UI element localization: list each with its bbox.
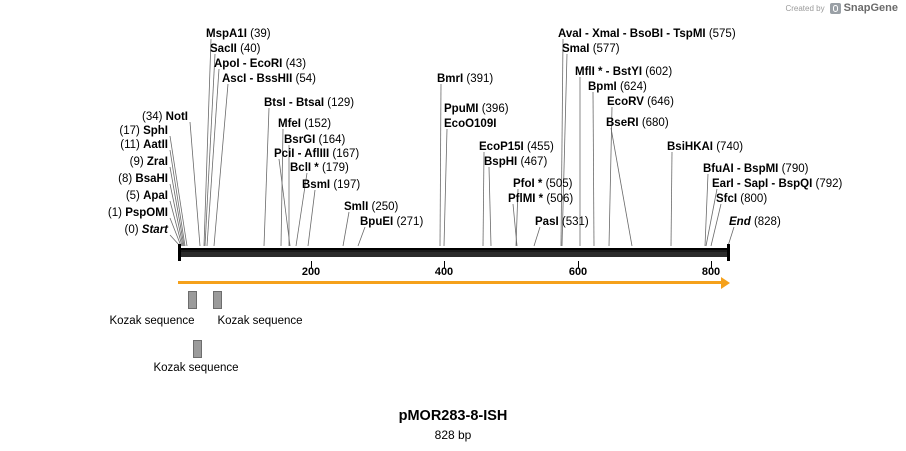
enzyme-position: (250) bbox=[371, 201, 399, 213]
enzyme-label-pfoi[interactable] bbox=[513, 178, 572, 191]
enzyme-position: (8) bbox=[118, 173, 133, 185]
enzyme-label-bsphi[interactable] bbox=[484, 156, 547, 169]
enzyme-name: SfcI bbox=[716, 193, 738, 205]
enzyme-label-aatii[interactable] bbox=[120, 139, 168, 152]
enzyme-position: (455) bbox=[526, 141, 554, 153]
orf-arrow-head bbox=[721, 277, 730, 289]
enzyme-label-bsrgi[interactable] bbox=[284, 134, 345, 147]
enzyme-label-start[interactable] bbox=[125, 224, 168, 237]
enzyme-name: Start bbox=[141, 224, 168, 236]
enzyme-label-asci-bsshii[interactable] bbox=[222, 73, 316, 86]
enzyme-label-smai[interactable] bbox=[562, 43, 620, 56]
feature-kozak-label: Kozak sequence bbox=[109, 315, 195, 327]
enzyme-label-pspomi[interactable] bbox=[108, 207, 168, 220]
enzyme-name: PflMI * bbox=[508, 193, 544, 205]
enzyme-position: (505) bbox=[545, 178, 573, 190]
enzyme-name: SmlI bbox=[344, 201, 369, 213]
enzyme-label-end[interactable] bbox=[729, 216, 781, 229]
ruler-tick-label: 600 bbox=[568, 266, 588, 278]
enzyme-position: (575) bbox=[708, 28, 736, 40]
enzyme-name: PfoI * bbox=[513, 178, 543, 190]
enzyme-label-btsi-btsai[interactable] bbox=[264, 97, 354, 110]
enzyme-name: BmrI bbox=[437, 73, 464, 85]
ruler-tick-label: 400 bbox=[434, 266, 454, 278]
enzyme-position: (0) bbox=[124, 224, 139, 236]
enzyme-name: SmaI bbox=[562, 43, 590, 55]
enzyme-name: PasI bbox=[535, 216, 559, 228]
enzyme-position: (271) bbox=[396, 216, 424, 228]
enzyme-label-bsihkai[interactable] bbox=[667, 141, 743, 154]
enzyme-label-avai-xmai-bsobi-tspmi[interactable] bbox=[558, 28, 736, 41]
enzyme-position: (467) bbox=[520, 156, 548, 168]
enzyme-name: AscI - BssHII bbox=[222, 73, 293, 85]
feature-kozak-box[interactable] bbox=[188, 291, 197, 309]
enzyme-position: (602) bbox=[645, 66, 673, 78]
enzyme-name: BclI * bbox=[290, 162, 319, 174]
enzyme-position: (197) bbox=[333, 179, 361, 191]
enzyme-position: (167) bbox=[332, 148, 360, 160]
enzyme-label-pflmi[interactable] bbox=[508, 193, 573, 206]
sequence-backbone bbox=[178, 248, 730, 257]
enzyme-name: PspOMI bbox=[125, 207, 168, 219]
ruler-tick-label: 200 bbox=[301, 266, 321, 278]
feature-kozak-label: Kozak sequence bbox=[153, 362, 239, 374]
enzyme-position: (740) bbox=[716, 141, 744, 153]
enzyme-label-bpmi[interactable] bbox=[588, 81, 647, 94]
plasmid-size-label: 828 bp bbox=[434, 428, 472, 442]
enzyme-position: (39) bbox=[250, 28, 271, 40]
enzyme-label-sphi[interactable] bbox=[119, 125, 168, 138]
enzyme-name: MspA1I bbox=[206, 28, 247, 40]
enzyme-position: (179) bbox=[321, 162, 349, 174]
enzyme-name: BsiHKAI bbox=[667, 141, 714, 153]
enzyme-name: End bbox=[729, 216, 751, 228]
enzyme-position: (1) bbox=[107, 207, 122, 219]
enzyme-label-zrai[interactable] bbox=[130, 156, 168, 169]
enzyme-label-bseri[interactable] bbox=[606, 117, 669, 130]
enzyme-label-bsmi[interactable] bbox=[302, 179, 360, 192]
enzyme-label-smli[interactable] bbox=[344, 201, 398, 214]
backbone-end-cap bbox=[727, 244, 730, 261]
orf-arrow bbox=[178, 277, 730, 289]
enzyme-position: (577) bbox=[592, 43, 620, 55]
orf-arrow-line bbox=[178, 281, 721, 284]
enzyme-position: (792) bbox=[815, 178, 843, 190]
enzyme-label-mfei[interactable] bbox=[278, 118, 331, 131]
enzyme-name: BfuAI - BspMI bbox=[703, 163, 779, 175]
enzyme-name: BpmI bbox=[588, 81, 617, 93]
enzyme-position: (5) bbox=[125, 190, 140, 202]
snapgene-credit bbox=[785, 2, 898, 14]
enzyme-position: (54) bbox=[295, 73, 316, 85]
enzyme-name: EcoO109I bbox=[444, 118, 497, 130]
enzyme-name: NotI bbox=[165, 111, 188, 123]
enzyme-position: (646) bbox=[647, 96, 674, 108]
enzyme-label-bcli[interactable] bbox=[290, 162, 349, 175]
enzyme-position: (531) bbox=[561, 216, 589, 228]
enzyme-label-bsahi[interactable] bbox=[118, 173, 168, 186]
enzyme-label-ecoo109i[interactable] bbox=[444, 118, 496, 131]
enzyme-label-pasi[interactable] bbox=[535, 216, 589, 229]
enzyme-name: SphI bbox=[143, 125, 168, 137]
feature-kozak-label: Kozak sequence bbox=[217, 315, 303, 327]
ruler-tick-label: 800 bbox=[701, 266, 721, 278]
enzyme-position: (391) bbox=[466, 73, 494, 85]
enzyme-name: BsmI bbox=[302, 179, 331, 191]
enzyme-label-ecop15i[interactable] bbox=[479, 141, 554, 154]
enzyme-label-bfuai-bspmi[interactable] bbox=[703, 163, 808, 176]
enzyme-label-bpuei[interactable] bbox=[360, 216, 423, 229]
credit-text: Created by bbox=[785, 3, 825, 13]
enzyme-name: BsrGI bbox=[284, 134, 316, 146]
enzyme-name: SacII bbox=[210, 43, 237, 55]
enzyme-label-bmri[interactable] bbox=[437, 73, 493, 86]
enzyme-name: ZraI bbox=[146, 156, 168, 168]
backbone-fill bbox=[178, 252, 730, 257]
enzyme-name: BtsI - BtsaI bbox=[264, 97, 325, 109]
snapgene-brand-label: SnapGene bbox=[843, 2, 898, 14]
enzyme-label-sfci[interactable] bbox=[716, 193, 767, 206]
enzyme-position: (828) bbox=[753, 216, 781, 228]
enzyme-label-eari-sapi-bspqi[interactable] bbox=[712, 178, 842, 191]
enzyme-label-ecorv[interactable] bbox=[607, 96, 674, 109]
enzyme-label-mspa1i[interactable] bbox=[206, 28, 271, 41]
backbone-start-cap bbox=[178, 244, 181, 261]
enzyme-name: AvaI - XmaI - BsoBI - TspMI bbox=[558, 28, 706, 40]
enzyme-position: (152) bbox=[304, 118, 332, 130]
enzyme-label-ppumi[interactable] bbox=[444, 103, 509, 116]
enzyme-name: BseRI bbox=[606, 117, 639, 129]
snapgene-logo-icon bbox=[830, 3, 841, 14]
enzyme-name: ApoI - EcoRI bbox=[214, 58, 283, 70]
enzyme-name: PpuMI bbox=[444, 103, 479, 115]
enzyme-label-apai[interactable] bbox=[126, 190, 168, 203]
enzyme-position: (34) bbox=[141, 111, 163, 123]
enzyme-position: (17) bbox=[119, 125, 140, 137]
enzyme-position: (790) bbox=[781, 163, 809, 175]
enzyme-position: (506) bbox=[546, 193, 574, 205]
enzyme-name: BspHI bbox=[484, 156, 518, 168]
enzyme-name: BpuEI bbox=[360, 216, 394, 228]
enzyme-name: MfeI bbox=[278, 118, 301, 130]
enzyme-name: MflI * - BstYI bbox=[575, 66, 643, 78]
enzyme-position: (129) bbox=[327, 97, 355, 109]
enzyme-label-apoi-ecori[interactable] bbox=[214, 58, 306, 71]
enzyme-position: (9) bbox=[129, 156, 144, 168]
feature-kozak-box[interactable] bbox=[193, 340, 202, 358]
enzyme-name: EcoP15I bbox=[479, 141, 524, 153]
enzyme-position: (624) bbox=[619, 81, 647, 93]
enzyme-name: EarI - SapI - BspQI bbox=[712, 178, 813, 190]
enzyme-position: (164) bbox=[318, 134, 346, 146]
page-title: pMOR283-8-ISH bbox=[398, 408, 508, 424]
enzyme-position: (43) bbox=[285, 58, 307, 70]
enzyme-name: PciI - AflIII bbox=[274, 148, 330, 160]
enzyme-name: BsaHI bbox=[135, 173, 168, 185]
feature-kozak-box[interactable] bbox=[213, 291, 222, 309]
enzyme-label-mfli-bstyi[interactable] bbox=[575, 66, 672, 79]
snapgene-brand bbox=[830, 2, 898, 14]
enzyme-position: (680) bbox=[641, 117, 669, 129]
enzyme-label-pcii-afliii[interactable] bbox=[274, 148, 359, 161]
enzyme-position: (40) bbox=[240, 43, 261, 55]
enzyme-label-noti[interactable] bbox=[142, 111, 188, 124]
enzyme-position: (800) bbox=[740, 193, 768, 205]
enzyme-name: EcoRV bbox=[607, 96, 644, 108]
enzyme-position: (396) bbox=[481, 103, 509, 115]
enzyme-label-sacii[interactable] bbox=[210, 43, 261, 56]
enzyme-name: AatII bbox=[143, 139, 168, 151]
enzyme-name: ApaI bbox=[143, 190, 168, 202]
enzyme-position: (11) bbox=[120, 139, 140, 151]
